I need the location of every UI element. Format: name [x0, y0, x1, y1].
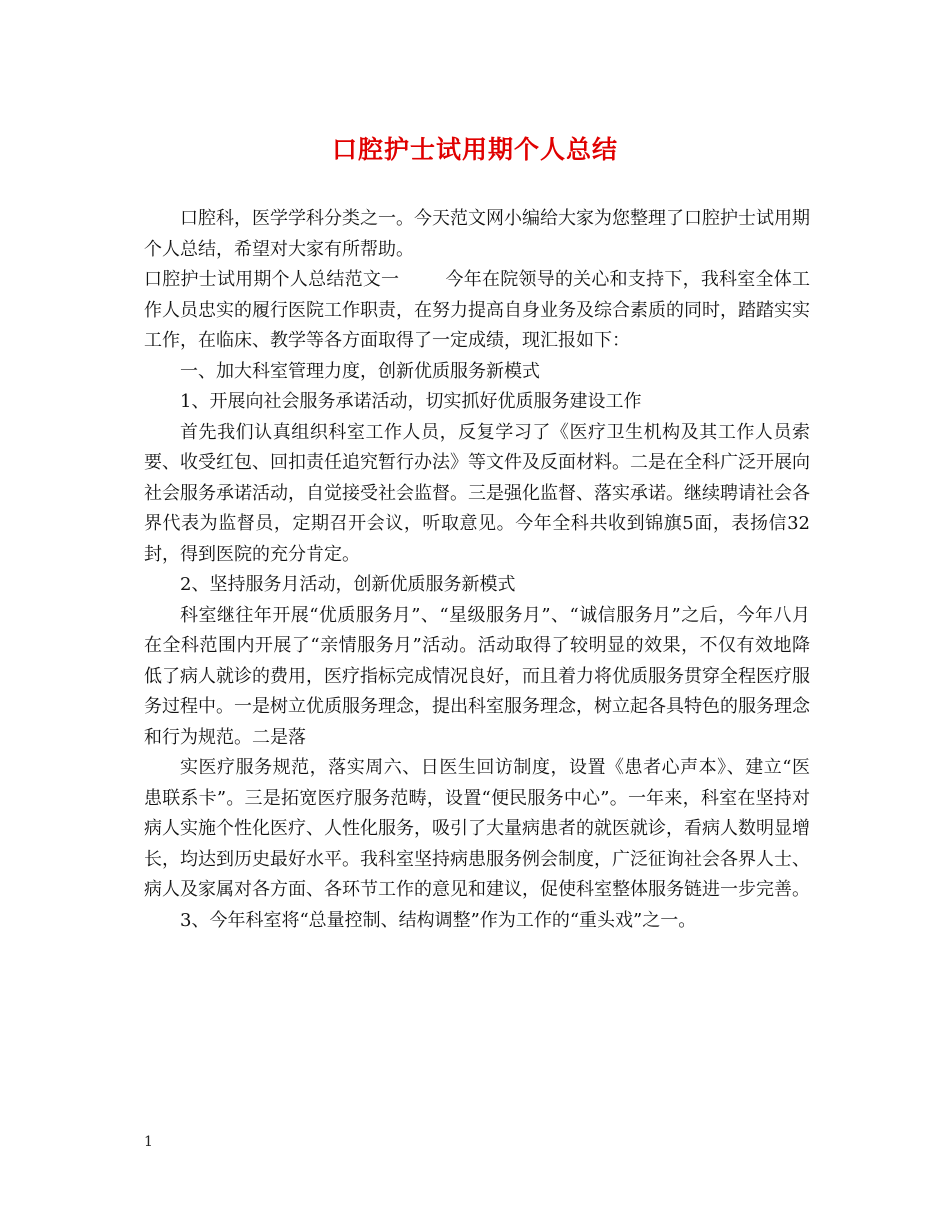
section-heading: 一、加大科室管理力度，创新优质服务新模式 — [180, 360, 540, 382]
document-title: 口腔护士试用期个人总结 — [331, 135, 618, 164]
document-body — [144, 204, 810, 936]
paragraph-1: 首先我们认真组织科室工作人员，反复学习了《医疗卫生机构及其工作人员索要、收受红包、回扣责任追究暂行办法》等文件及反面材料。二是在全科广泛开展向社会服务承诺活动，自觉接受社会监督。三是强化监督、落实承诺。继续聘请社会各界代表为监督员，定期召开会议，听取意见。今年全科共收到锦旗5面，表扬信32封，得到医院的充分肯定。 — [144, 421, 810, 565]
subheading-2: 2、坚持服务月活动，创新优质服务新模式 — [180, 574, 516, 595]
sample-opening: 今年在院领导的关心和支持下，我科室全体工作人员忠实的履行医院工作职责，在努力提高自身业务及综合素质的同时，踏踏实实工作，在临床、教学等各方面取得了一定成绩，现汇报如下： — [144, 269, 811, 351]
intro-paragraph: 口腔科，医学学科分类之一。今天范文网小编给大家为您整理了口腔护士试用期个人总结，希望对大家有所帮助。 — [144, 208, 810, 260]
subheading-1: 1、开展向社会服务承诺活动，切实抓好优质服务建设工作 — [180, 391, 642, 412]
sample-label: 口腔护士试用期个人总结范文一 — [144, 269, 400, 290]
sample-paragraph — [144, 265, 810, 357]
subheading-3: 3、今年科室将“总量控制、结构调整”作为工作的“重头戏”之一。 — [180, 909, 697, 931]
paragraph-3: 实医疗服务规范，落实周六、日医生回访制度，设置《患者心声本》、建立“医患联系卡”。三是拓宽医疗服务范畴，设置“便民服务中心”。一年来，科室在坚持对病人实施个性化医疗、人性化服务，吸引了大量病患者的就医就诊，看病人数明显增长，均达到历史最好水平。我科室坚持病患服务例会制度，广泛征询社会各界人士、病人及家属对各方面、各环节工作的意见和建议，促使科室整体服务链进一步完善。 — [144, 757, 810, 900]
paragraph-2: 科室继往年开展“优质服务月”、“星级服务月”、“诚信服务月”之后，今年八月在全科范围内开展了“亲情服务月”活动。活动取得了较明显的效果，不仅有效地降低了病人就诊的费用，医疗指标完成情况良好，而且着力将优质服务贯穿全程医疗服务过程中。一是树立优质服务理念，提出科室服务理念，树立起各具特色的服务理念和行为规范。二是落 — [144, 604, 810, 748]
page-number: 1 — [144, 1134, 153, 1150]
